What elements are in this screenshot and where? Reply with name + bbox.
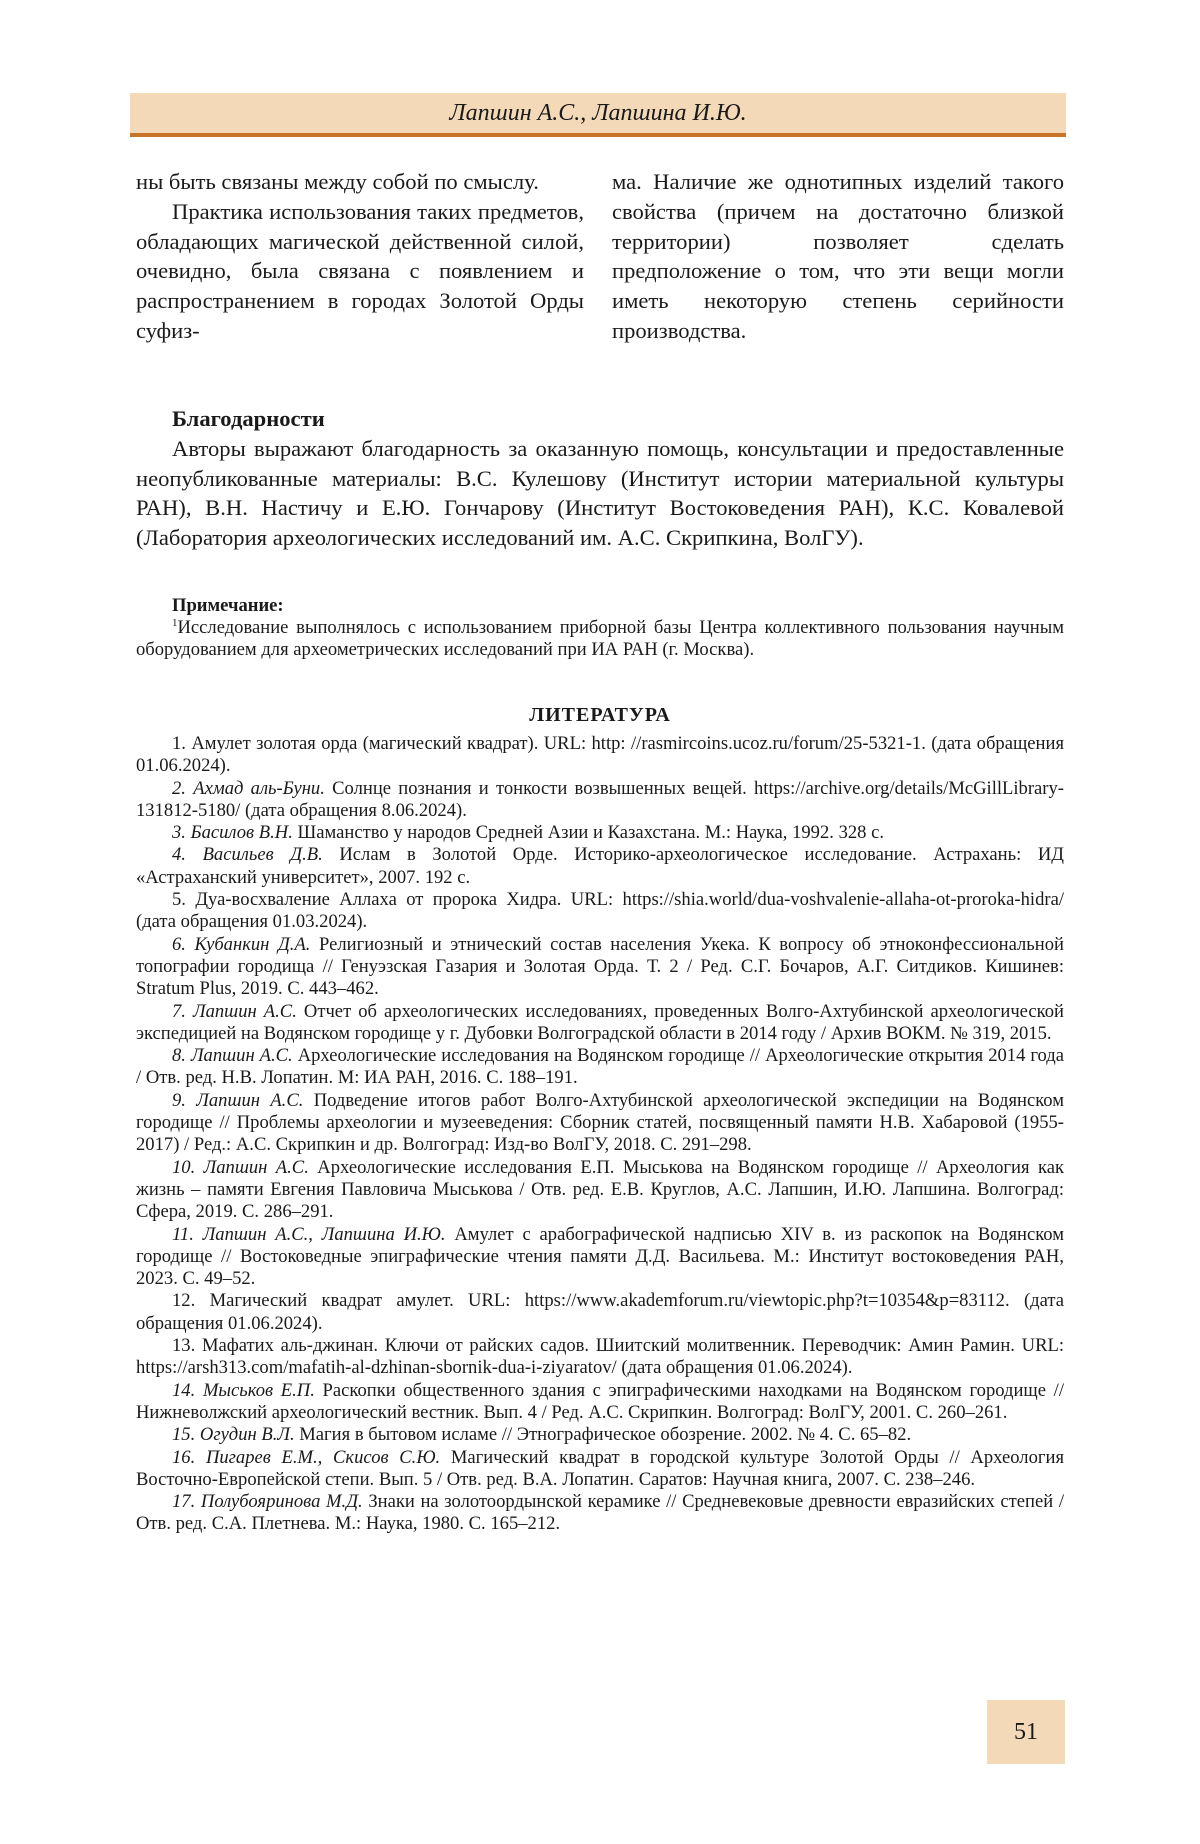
reference-number: 12. [172,1290,195,1311]
reference-author: Лапшин А.С. [193,1001,297,1022]
reference-author: Пигарев Е.М., Скисов С.Ю. [206,1447,440,1468]
body-paragraph: Практика использования таких предметов, обладающих магической действенной силой, очевидно, была связана с появлением и распространением в городах Золотой Орды суфиз- [136,197,584,346]
reference-item [136,1157,1064,1224]
reference-text: Отчет об археологических исследованиях, проведенных Волго-Ахтубинской археологической экспедицией на Водянском городище у г. Дубовки Волгоградской области в 2014 году / Архив ВОКМ. № 319, 2015. [136,1001,1064,1044]
reference-author: Лапшин А.С. [196,1090,303,1111]
reference-number: 8. [172,1045,186,1066]
acknowledgements-heading: Благодарности [172,404,1064,434]
reference-number: 10. [172,1157,195,1178]
body-column-left [136,167,584,346]
reference-text: Знаки на золотоордынской керамике // Средневековые древности евразийских степей / Отв. ред. С.А. Плетнева. М.: Наука, 1980. С. 165–212. [136,1491,1064,1534]
page-number: 51 [1014,1719,1038,1745]
reference-text: Солнце познания и тонкости возвышенных вещей. https://archive.org/details/McGillLibrary-131812-5180/ (дата обращения 8.06.2024). [136,778,1064,821]
reference-text: Мафатих аль-джинан. Ключи от райских садов. Шиитский молитвенник. Переводчик: Амин Рамин. URL: https://arsh313.com/mafatih-al-dzhinan-sbornik-dua-i-ziyaratov/ (дата обращения 01.06.2024). [136,1335,1064,1378]
reference-text: Раскопки общественного здания с эпиграфическими находками на Водянском городище // Нижневолжский археологический вестник. Вып. 4 / Ред. А.С. Скрипкин. Волгоград: ВолГУ, 2001. С. 260–261. [136,1380,1064,1423]
reference-number: 1. [172,733,186,754]
acknowledgements-text: Авторы выражают благодарность за оказанную помощь, консультации и предоставленные неопубликованные материалы: В.С. Кулешову (Институт истории материальной культуры РАН), В.Н. Настичу и Е.Ю. Гончарову (Институт Востоковедения РАН), К.С. Ковалевой (Лаборатория археологических исследований им. А.С. Скрипкина, ВолГУ). [136,434,1064,553]
reference-item [136,733,1064,778]
reference-number: 11. [172,1224,194,1245]
reference-author: Полубояринова М.Д. [201,1491,363,1512]
reference-item [136,1447,1064,1492]
reference-text: Амулет золотая орда (магический квадрат). URL: http: //rasmircoins.ucoz.ru/forum/25-5321-1. (дата обращения 01.06.2024). [136,733,1064,776]
note-text [136,617,1064,661]
reference-text: Магия в бытовом исламе // Этнографическое обозрение. 2002. № 4. С. 65–82. [299,1424,911,1445]
reference-number: 15. [172,1424,195,1445]
reference-text: Подведение итогов работ Волго-Ахтубинской археологической экспедиции на Водянском городище // Проблемы археологии и музееведения: Сборник статей, посвященный памяти Н.В. Хабаровой (1955-2017) / Ред.: А.С. Скрипкин и др. Волгоград: Изд-во ВолГУ, 2018. С. 291–298. [136,1090,1064,1156]
header-authors: Лапшин А.С., Лапшина И.Ю. [449,100,746,126]
literature-heading: ЛИТЕРАТУРА [136,702,1064,728]
reference-number: 17. [172,1491,195,1512]
reference-number: 4. [172,844,186,865]
reference-author: Васильев Д.В. [203,844,323,865]
reference-item [136,1045,1064,1090]
reference-text: Магический квадрат амулет. URL: https://www.akademforum.ru/viewtopic.php?t=10354&p=83112. (дата обращения 01.06.2024). [136,1290,1064,1333]
reference-author: Кубанкин Д.А. [195,934,311,955]
reference-item [136,844,1064,889]
note-section [136,595,1064,662]
reference-item [136,1090,1064,1157]
reference-item [136,934,1064,1001]
acknowledgements-section [136,404,1064,553]
reference-author: Басилов В.Н. [191,822,293,843]
reference-number: 14. [172,1380,195,1401]
reference-text: Ислам в Золотой Орде. Историко-археологическое исследование. Астрахань: ИД «Астраханский университет», 2007. 192 с. [136,844,1064,887]
reference-number: 3. [172,822,186,843]
reference-item [136,1290,1064,1335]
reference-list [136,733,1064,1536]
reference-number: 16. [172,1447,195,1468]
reference-author: Лапшин А.С. [191,1045,293,1066]
reference-item [136,1335,1064,1380]
reference-item [136,778,1064,823]
reference-author: Лапшин А.С., Лапшина И.Ю. [203,1224,446,1245]
reference-text: Магический квадрат в городской культуре Золотой Орды // Археология Восточно-Европейской степи. Вып. 5 / Отв. ред. В.А. Лопатин. Саратов: Научная книга, 2007. С. 238–246. [136,1447,1064,1490]
reference-text: Дуа-восхваление Аллаха от пророка Хидра. URL: https://shia.world/dua-voshvalenie-allaha-ot-proroka-hidra/ (дата обращения 01.03.2024). [136,889,1064,932]
reference-item [136,889,1064,934]
reference-item [136,822,1064,844]
reference-number: 7. [172,1001,186,1022]
footnote-marker: 1 [172,617,178,629]
reference-number: 13. [172,1335,195,1356]
reference-number: 2. [172,778,186,799]
reference-author: Огудин В.Л. [200,1424,295,1445]
reference-author: Мыськов Е.П. [203,1380,315,1401]
reference-author: Ахмад аль-Буни. [193,778,325,799]
reference-item [136,1224,1064,1291]
reference-text: Шаманство у народов Средней Азии и Казахстана. М.: Наука, 1992. 328 с. [298,822,885,843]
body-paragraph: ма. Наличие же однотипных изделий такого свойства (причем на достаточно близкой территории) позволяет сделать предположение о том, что эти вещи могли иметь некоторую степень серийности производства. [612,167,1064,346]
reference-text: Археологические исследования на Водянском городище // Археологические открытия 2014 года / Отв. ред. Н.В. Лопатин. М: ИА РАН, 2016. С. 188–191. [136,1045,1064,1088]
body-column-right [612,167,1064,346]
note-heading: Примечание: [172,595,1064,617]
reference-item [136,1380,1064,1425]
reference-number: 6. [172,934,186,955]
note-body: Исследование выполнялось с использованием приборной базы Центра коллективного пользования научным оборудованием для археометрических исследований при ИА РАН (г. Москва). [136,617,1064,660]
reference-item [136,1491,1064,1536]
reference-text: Амулет с арабографической надписью XIV в. из раскопок на Водянском городище // Востоковедные эпиграфические чтения памяти Д.Д. Васильева. М.: Институт востоковедения РАН, 2023. С. 49–52. [136,1224,1064,1290]
page-number-box [987,1700,1065,1764]
reference-text: Археологические исследования Е.П. Мыськова на Водянском городище // Археология как жизнь – памяти Евгения Павловича Мыськова / Отв. ред. Е.В. Круглов, А.С. Лапшин, И.Ю. Лапшина. Волгоград: Сфера, 2019. С. 286–291. [136,1157,1064,1223]
reference-text: Религиозный и этнический состав населения Укека. К вопросу об этноконфессиональной топографии городища // Генуэзская Газария и Золотая Орда. Т. 2 / Ред. С.Г. Бочаров, А.Г. Ситдиков. Кишинев: Stratum Plus, 2019. С. 443–462. [136,934,1064,1000]
body-paragraph: ны быть связаны между собой по смыслу. [136,167,584,197]
reference-number: 9. [172,1090,186,1111]
reference-item [136,1001,1064,1046]
reference-author: Лапшин А.С. [204,1157,309,1178]
running-header [130,93,1066,137]
reference-item [136,1424,1064,1446]
reference-number: 5. [172,889,186,910]
